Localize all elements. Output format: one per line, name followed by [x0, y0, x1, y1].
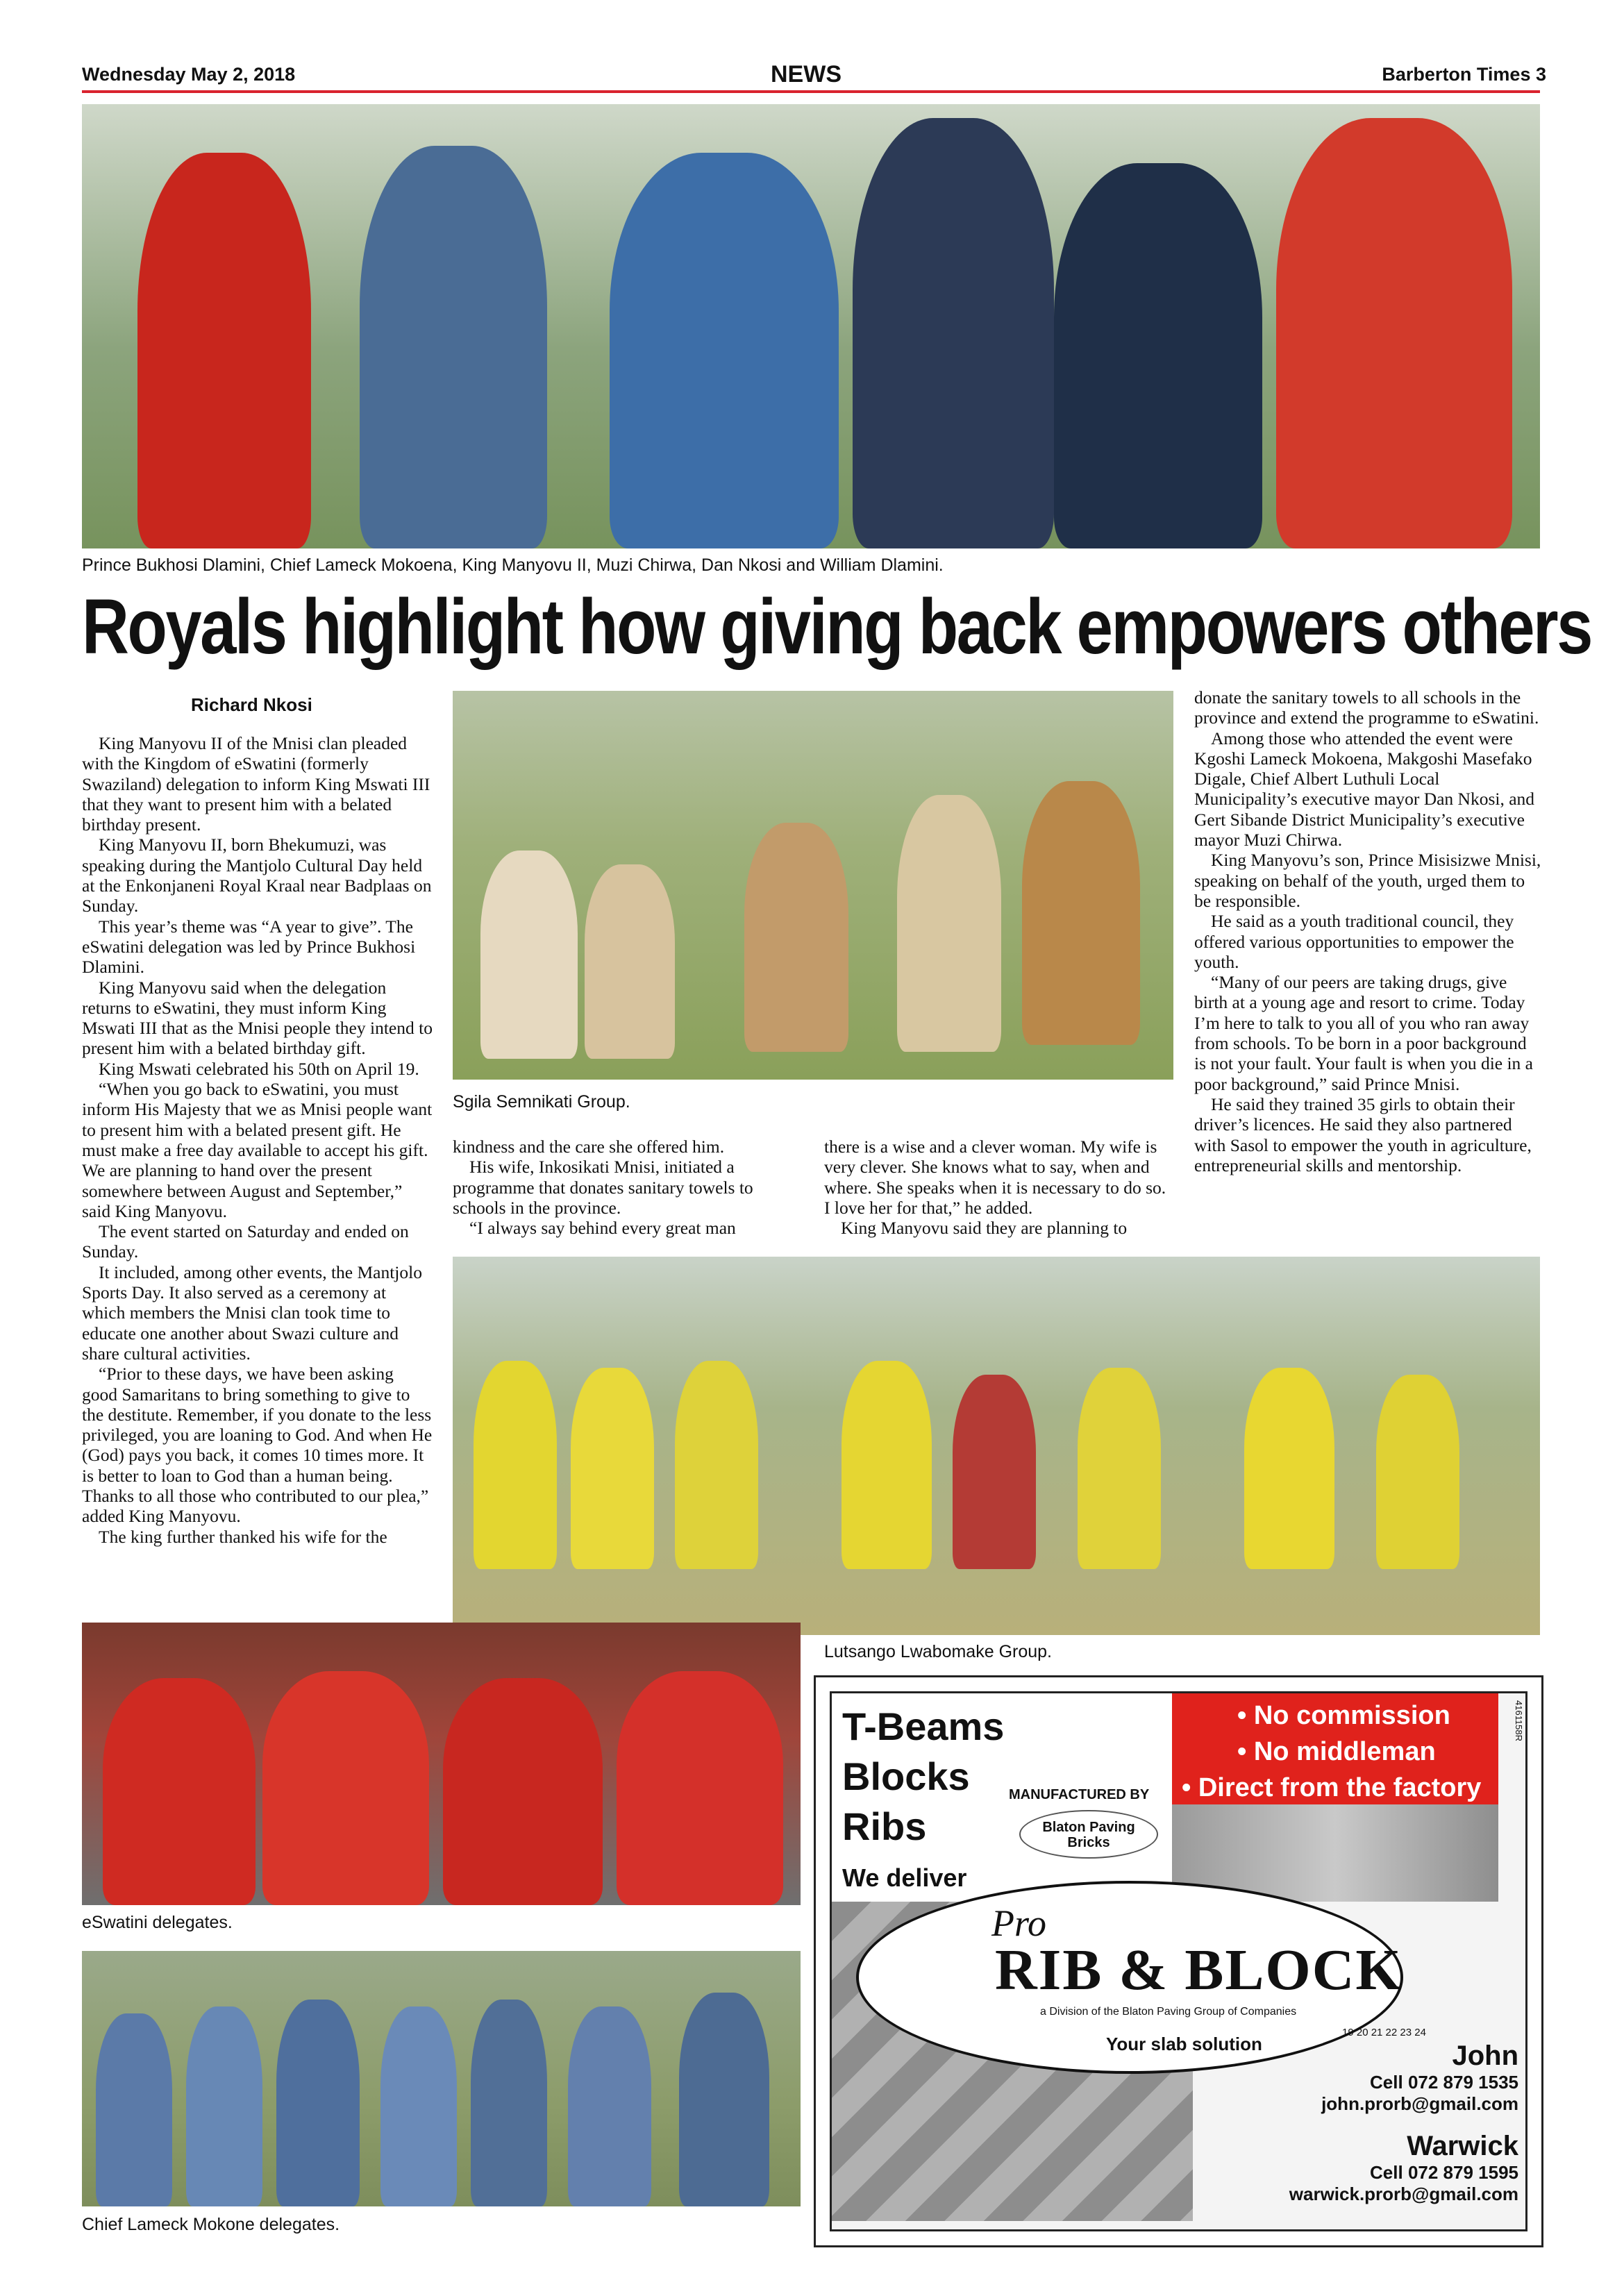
- paragraph: This year’s theme was “A year to give”. The eSwatini delegation was led by Prince Bukhosi Dlamini.: [82, 916, 416, 978]
- ad-contact-john-email: john.prorb@gmail.com: [1321, 2093, 1518, 2114]
- ad-brand-name: RIB & BLOCK: [995, 1938, 1403, 2002]
- paragraph: “Many of our peers are taking drugs, give birth at a young age and resort to crime. Today I’m here to talk to you all of you who ran away from schools. To be born in a poor background is not your fault. Your fault is when you die in a poor background,” said Prince Mnisi.: [1194, 972, 1533, 1094]
- women-group-photo: [453, 1257, 1540, 1635]
- paragraph: King Mswati celebrated his 50th on April 19.: [99, 1058, 419, 1079]
- rib-block-advertisement: [814, 1675, 1543, 2247]
- paragraph: It included, among other events, the Mantjolo Sports Day. It also served as a ceremony at which members the Mnisi clan took time to educate one another about Swazi culture and share cultural activities.: [82, 1262, 422, 1364]
- byline: Richard Nkosi: [191, 694, 312, 715]
- ad-manufactured-by: MANUFACTURED BY: [1009, 1787, 1150, 1802]
- dancers-caption: Sgila Semnikati Group.: [453, 1092, 630, 1112]
- ad-benefits-banner: [1172, 1693, 1498, 1804]
- women-caption: Lutsango Lwabomake Group.: [824, 1642, 1052, 1661]
- paragraph: kindness and the care she offered him.: [453, 1137, 725, 1157]
- issue-date: Wednesday May 2, 2018: [82, 64, 296, 85]
- ad-inner-frame: [830, 1691, 1527, 2231]
- paragraph: King Manyovu said they are planning to: [841, 1218, 1128, 1239]
- ad-benefit-no-commission: • No commission: [1237, 1701, 1450, 1730]
- eswatini-delegates-photo: [82, 1623, 801, 1905]
- ad-product-ribs: Ribs: [842, 1804, 927, 1848]
- article-column-2: [453, 1137, 800, 1238]
- ad-brand-pro: Pro: [991, 1902, 1046, 1944]
- ad-contact-john-name: John: [1452, 2041, 1518, 2071]
- ad-maker-logo: Blaton Paving Bricks: [1019, 1810, 1158, 1859]
- ad-contact-john-cell: Cell 072 879 1535: [1370, 2072, 1518, 2093]
- paragraph: “Prior to these days, we have been asking good Samaritans to bring something to give to the destitute. Remember, if you donate to the less privileged, you are loaning to God. And when He (God) pays you back, it comes 10 times more. It is better to loan to God than a human being. Thanks to all those who contributed to our plea,” added King Manyovu.: [82, 1364, 433, 1527]
- paragraph: His wife, Inkosikati Mnisi, initiated a programme that donates sanitary towels to schools in the province.: [453, 1157, 753, 1218]
- paragraph: “I always say behind every great man: [469, 1218, 736, 1239]
- paragraph: King Manyovu said when the delegation returns to eSwatini, they must inform King Mswati III that as the Mnisi people they intend to present him with a belated birthday gift.: [82, 977, 433, 1059]
- eswatini-delegates-caption: eSwatini delegates.: [82, 1913, 233, 1932]
- chief-delegates-caption: Chief Lameck Mokone delegates.: [82, 2215, 340, 2234]
- ad-contact-warwick-email: warwick.prorb@gmail.com: [1289, 2184, 1518, 2204]
- ad-benefit-no-middleman: • No middleman: [1237, 1737, 1436, 1766]
- ad-slogan: Your slab solution: [1106, 2034, 1262, 2054]
- paragraph: The king further thanked his wife for the: [99, 1526, 387, 1547]
- dancers-photo: [453, 691, 1173, 1080]
- paragraph: King Manyovu’s son, Prince Misisizwe Mnisi, speaking on behalf of the youth, urged them to be responsible.: [1194, 850, 1541, 911]
- ad-contact-warwick-name: Warwick: [1407, 2131, 1518, 2161]
- ad-division: a Division of the Blaton Paving Group of Companies: [1040, 2006, 1297, 2018]
- ad-product-blocks: Blocks: [842, 1754, 970, 1798]
- ad-reference-code: 4161158R: [1514, 1700, 1524, 1742]
- ad-we-deliver: We deliver: [842, 1863, 967, 1892]
- article-column-3: [824, 1137, 1173, 1238]
- top-photo-caption: Prince Bukhosi Dlamini, Chief Lameck Mokoena, King Manyovu II, Muzi Chirwa, Dan Nkosi and William Dlamini.: [82, 555, 944, 575]
- article-column-1: [82, 733, 433, 1547]
- paragraph: donate the sanitary towels to all schools in the province and extend the programme to eSwatini.: [1194, 687, 1539, 728]
- paragraph: Among those who attended the event were Kgoshi Lameck Mokoena, Makgoshi Masefako Digale, Chief Albert Luthuli Local Municipality’s executive mayor Dan Nkosi, and Gert Sibande District Municipality’s executive mayor Muzi Chirwa.: [1194, 728, 1535, 850]
- paragraph: He said they trained 35 girls to obtain their driver’s licences. He said they also partnered with Sasol to empower the youth in agriculture, entrepreneurial skills and mentorship.: [1194, 1093, 1532, 1175]
- ad-contact-john: [1321, 2041, 1518, 2115]
- top-group-photo: [82, 104, 1540, 548]
- ad-product-tbeams: T-Beams: [842, 1704, 1005, 1748]
- chief-delegates-photo: [82, 1951, 801, 2206]
- paragraph: King Manyovu II of the Mnisi clan pleaded with the Kingdom of eSwatini (formerly Swaziland) delegation to inform King Mswati III that they want to present him with a belated birthday present.: [82, 733, 430, 835]
- ad-scale-ruler: 19 20 21 22 23 24: [1342, 2027, 1426, 2038]
- ad-benefit-direct-factory: • Direct from the factory: [1182, 1773, 1482, 1802]
- paragraph: The event started on Saturday and ended on Sunday.: [82, 1221, 409, 1262]
- article-column-4: [1194, 687, 1541, 1175]
- section-name: NEWS: [771, 61, 842, 87]
- ad-product-list: [842, 1702, 1004, 1852]
- headline: Royals highlight how giving back empowers others: [82, 583, 1591, 670]
- paragraph: “When you go back to eSwatini, you must inform His Majesty that we as Mnisi people want to present him with a belated present gift. He must make a free day available to accept his gift. We are planning to hand over the present somewhere between August and September,” said King Manyovu.: [82, 1079, 433, 1221]
- paragraph: there is a wise and a clever woman. My wife is very clever. She knows what to say, when and where. She speaks when it is necessary to do so. I love her for that,” he added.: [824, 1137, 1166, 1218]
- ad-contact-warwick: [1289, 2131, 1518, 2205]
- paragraph: King Manyovu II, born Bhekumuzi, was speaking during the Mantjolo Cultural Day held at the Enkonjaneni Royal Kraal near Badplaas on Sunday.: [82, 835, 432, 916]
- page-label: Barberton Times 3: [1382, 64, 1546, 85]
- header-rule: [82, 90, 1540, 93]
- ad-contact-warwick-cell: Cell 072 879 1595: [1370, 2162, 1518, 2183]
- paragraph: He said as a youth traditional council, they offered various opportunities to empower the youth.: [1194, 911, 1514, 972]
